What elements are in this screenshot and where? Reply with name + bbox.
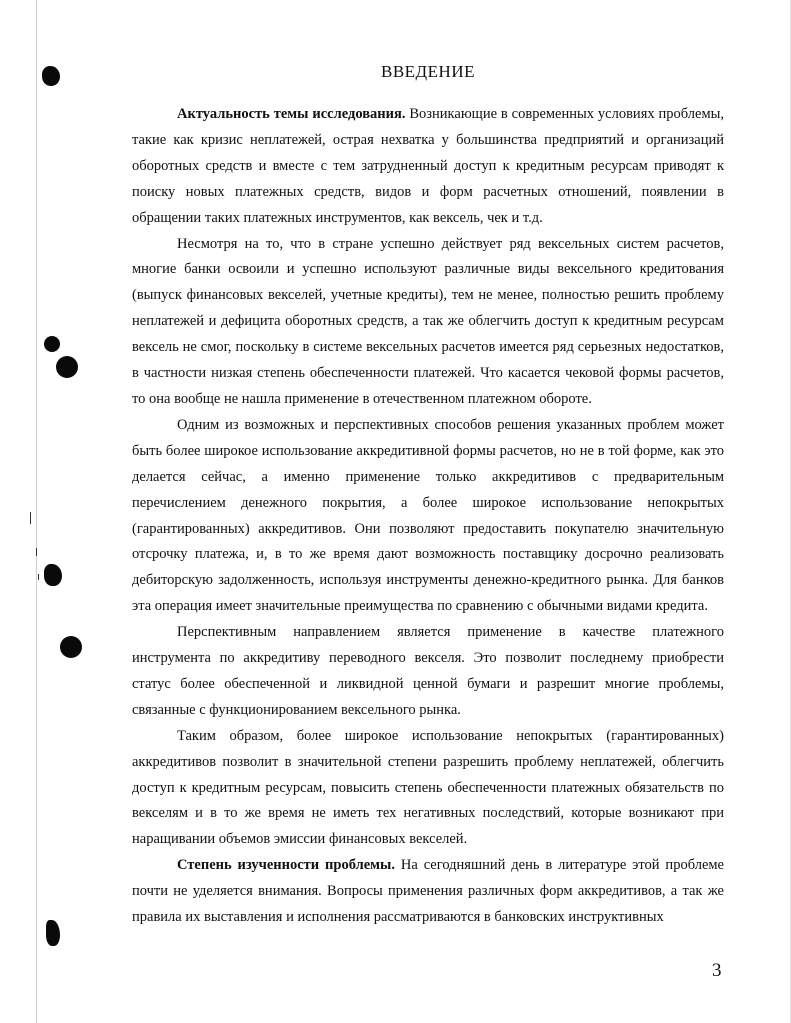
paragraph bbox=[132, 620, 724, 724]
paragraph-text: Возникающие в современных условиях проблемы, такие как кризис неплатежей, острая нехватка у большинства предприятий и организаций оборотных средств и вместе с тем затрудненный доступ к кредитным ресурсам приводят к поиску новых платежных средств, видов и форм расчетных отношений, появлении в обращении таких платежных инструментов, как вексель, чек и т.д. bbox=[132, 106, 725, 226]
binder-hole-mark bbox=[46, 920, 60, 946]
binder-hole-mark bbox=[44, 564, 62, 586]
paragraph bbox=[132, 413, 724, 620]
paragraph bbox=[132, 724, 724, 854]
page-title: ВВЕДЕНИЕ bbox=[381, 62, 475, 81]
binder-hole-mark bbox=[56, 356, 78, 378]
scan-speck bbox=[30, 512, 31, 524]
paragraph-relevance bbox=[132, 102, 724, 232]
paragraph-text: Таким образом, более широкое использование непокрытых (гарантированных) аккредитивов позволит в значительной степени разрешить проблему неплатежей, облегчить доступ к кредитным ресурсам, повысить степень обеспеченности платежных обязательств по векселям и в то же время не иметь тех негативных последствий, которые возникают при наращивании объемов эмиссии финансовых векселей. bbox=[132, 727, 724, 848]
binder-hole-mark bbox=[42, 66, 60, 86]
paragraph-text: Перспективным направлением является применение в качестве платежного инструмента по аккредитиву переводного векселя. Это позволит последнему приобрести статус более обеспеченной и ликвидной ценной бумаги и разрешит многие проблемы, связанные с функционированием вексельного рынка. bbox=[132, 624, 724, 718]
paragraph bbox=[132, 232, 724, 413]
binder-hole-mark bbox=[44, 336, 60, 352]
paragraph-text: На сегодняшний день в литературе этой проблеме почти не уделяется внимания. Вопросы применения различных форм аккредитивов, а так же правила их выставления и исполнения рассматриваются в банковских инструктивных bbox=[132, 857, 724, 926]
paragraph-lead: Актуальность темы исследования. bbox=[177, 106, 406, 122]
scan-left-edge bbox=[36, 0, 37, 1023]
paragraph-lead: Степень изученности проблемы. bbox=[177, 857, 395, 874]
page-number: 3 bbox=[712, 960, 722, 981]
scan-speck bbox=[36, 548, 37, 556]
paragraph-text: Одним из возможных и перспективных способов решения указанных проблем может быть более широкое использование аккредитивной формы расчетов, но не в той форме, как это делается сейчас, а именно применение только аккредитивов с предварительным перечислением денежного покрытия, а более широкое использование непокрытых (гарантированных) аккредитивов. Они позволяют предоставить покупателю значительную отсрочку платежа, и, в то же время дают возможность поставщику досрочно реализовать дебиторскую задолженность, используя инструменты денежно-кредитного рынка. Для банков эта операция имеет значительные преимущества по сравнению с обычными видами кредита. bbox=[132, 416, 724, 615]
document-body bbox=[132, 102, 724, 931]
scan-speck bbox=[38, 574, 39, 580]
paragraph-degree-of-study bbox=[132, 853, 724, 931]
binder-hole-mark bbox=[60, 636, 82, 658]
paragraph-text: Несмотря на то, что в стране успешно действует ряд вексельных систем расчетов, многие банки освоили и успешно используют различные виды вексельного кредитования (выпуск финансовых векселей, учетные кредиты), тем не менее, полностью решить проблему неплатежей и дефицита оборотных средств, а так же облегчить доступ к кредитным ресурсам вексель не смог, поскольку в системе вексельных расчетов имеется ряд серьезных недостатков, в частности низкая степень обеспеченности платежей. Что касается чековой формы расчетов, то она вообще не нашла применение в отечественном платежном обороте. bbox=[132, 235, 724, 407]
